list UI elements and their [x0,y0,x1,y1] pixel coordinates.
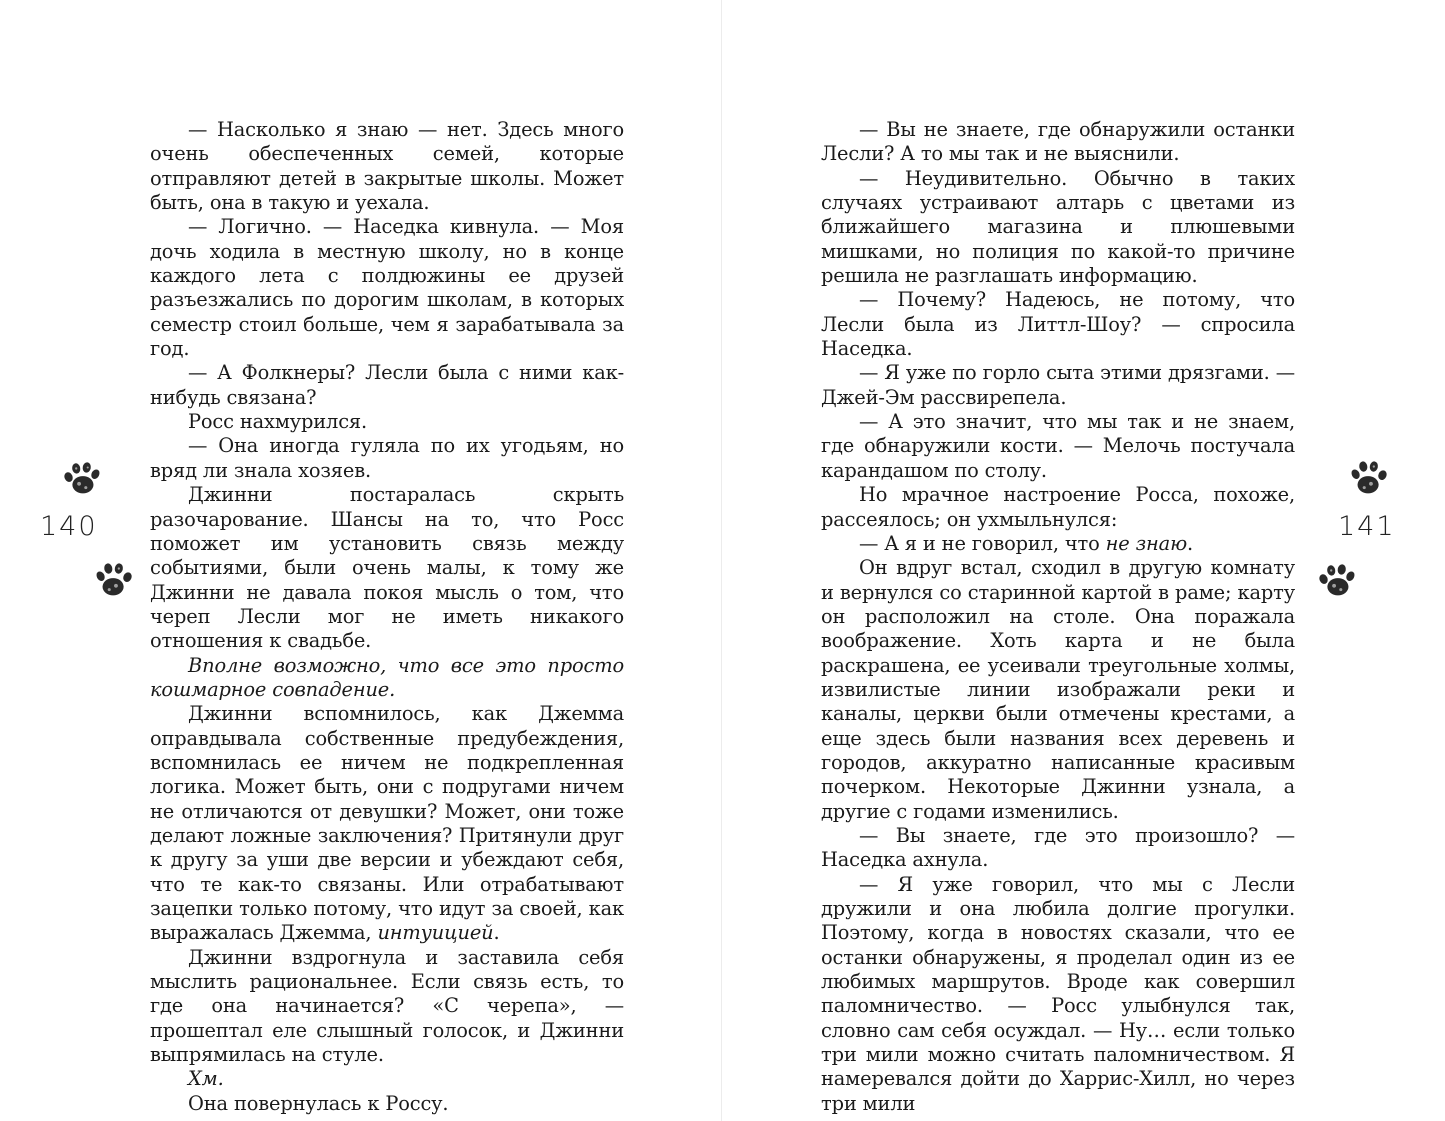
left-page [0,0,722,1121]
text-run: Росс нахмурился. [188,410,368,434]
paw-print-icon [1313,558,1359,604]
paragraph [821,873,1295,1116]
paragraph [150,434,624,483]
text-run: . [1187,531,1194,555]
paragraph [150,361,624,410]
text-run: — Неудивительно. Обычно в таких случаях устраивают алтарь с цветами из ближайшего магазина и плюшевыми мишками, но полиция по какой-то причине решила не разглашать информацию. [821,166,1295,288]
text-run: Джинни вздрогнула и заставила себя мыслить рациональнее. Если связь есть, то где она начинается? «С черепа», — прошептал еле слышный голосок, и Джинни выпрямилась на стуле. [150,945,624,1067]
text-run: — Вы не знаете, где обнаружили останки Лесли? А то мы так и не выяснили. [821,118,1295,166]
text-run: — Я уже по горло сыта этими дрязгами. — Джей-Эм рассвирепела. [821,361,1295,409]
text-run: — А Фолкнеры? Лесли была с ними как-нибудь связана? [150,361,624,409]
paragraph [150,410,624,434]
paw-print-icon [58,456,104,502]
paragraph [821,167,1295,289]
body-text-column [150,118,624,1116]
paragraph [821,532,1295,556]
paragraph [150,702,624,945]
paragraph [821,824,1295,873]
text-run: — Вы знаете, где это произошло? — Наседка ахнула. [821,823,1295,872]
page-number: 141 [1338,511,1396,542]
text-run: Джинни постаралась скрыть разочарование. Шансы на то, что Росс поможет им установить связь между событиями, были очень малы, к тому же Джинни не давала покоя мысль о том, что череп Лесли мог не иметь никакого отношения к свадьбе. [150,483,624,653]
paw-print-icon [1347,456,1393,502]
text-run: Он вдруг встал, сходил в другую комнату и вернулся со старинной картой в раме; карту он расположил на столе. Она поражала воображение. Хоть карта и не была раскрашена, ее усеивали треугольные холмы, извилистые линии изображали реки и каналы, церкви были отмечены крестами, а еще здесь были названия всех деревень и городов, аккуратно написанные красивым почерком. Некоторые Джинни узнала, а другие с годами изменились. [821,556,1295,823]
paragraph [150,118,624,215]
text-run: Но мрачное настроение Росса, похоже, рассеялось; он ухмыльнулся: [821,483,1295,531]
right-page [723,0,1445,1121]
paragraph [150,654,624,703]
paragraph [821,288,1295,361]
italic-text: не знаю [1105,531,1187,555]
text-run: Джинни вспомнилось, как Джемма оправдывала собственные предубеждения, вспомнилась ее ничем не подкрепленная логика. Может быть, они с подругами ничем не отличаются от девушки? Может, они тоже делают ложные заключения? Притянули друг к другу за уши две версии и убеждают себя, что те как-то связаны. Или отрабатывают зацепки только потому, что идут за своей, как выражалась Джемма, [150,702,624,945]
text-run: — Логично. — Наседка кивнула. — Моя дочь ходила в местную школу, но в конце каждого лета с полдюжины ее друзей разъезжались по дорогим школам, в которых семестр стоил больше, чем я зарабатывала за год. [150,215,624,361]
paragraph [821,410,1295,483]
paragraph [821,118,1295,167]
page-number: 140 [40,511,98,542]
paragraph [150,1092,624,1116]
italic-text: Вполне возможно, что все это просто кошмарное совпадение. [150,653,624,701]
text-run: — А я и не говорил, что [859,531,1106,555]
paragraph [150,483,624,653]
body-text-column [821,118,1295,1116]
paragraph [150,946,624,1068]
paw-print-icon [92,558,138,604]
paragraph [821,361,1295,410]
text-run: — Она иногда гуляла по их угодьям, но вряд ли знала хозяев. [150,434,624,482]
italic-text: Хм. [188,1067,224,1091]
italic-text: интуицией [377,921,494,945]
paragraph [821,483,1295,532]
paragraph [821,556,1295,824]
text-run: Она повернулась к Россу. [188,1091,449,1115]
text-run: — Почему? Надеюсь, не потому, что Лесли была из Литтл-Шоу? — спросила Наседка. [821,288,1295,361]
paragraph [150,215,624,361]
text-run: — А это значит, что мы так и не знаем, где обнаружили кости. — Мелочь постучала карандашом по столу. [821,410,1295,482]
text-run: — Я уже говорил, что мы с Лесли дружили и она любила долгие прогулки. Поэтому, когда в новостях сказали, что ее останки обнаружены, я проделал один из ее любимых маршрутов. Вроде как совершил паломничество. — Росс улыбнулся так, словно сам себя осуждал. — Ну… если только три мили можно считать паломничеством. Я намеревался дойти до Харрис-Хилл, но через три мили [821,872,1295,1115]
text-run: . [493,921,500,945]
paragraph [150,1067,624,1091]
text-run: — Насколько я знаю — нет. Здесь много очень обеспеченных семей, которые отправляют детей в закрытые школы. Может быть, она в такую и уехала. [150,118,624,215]
